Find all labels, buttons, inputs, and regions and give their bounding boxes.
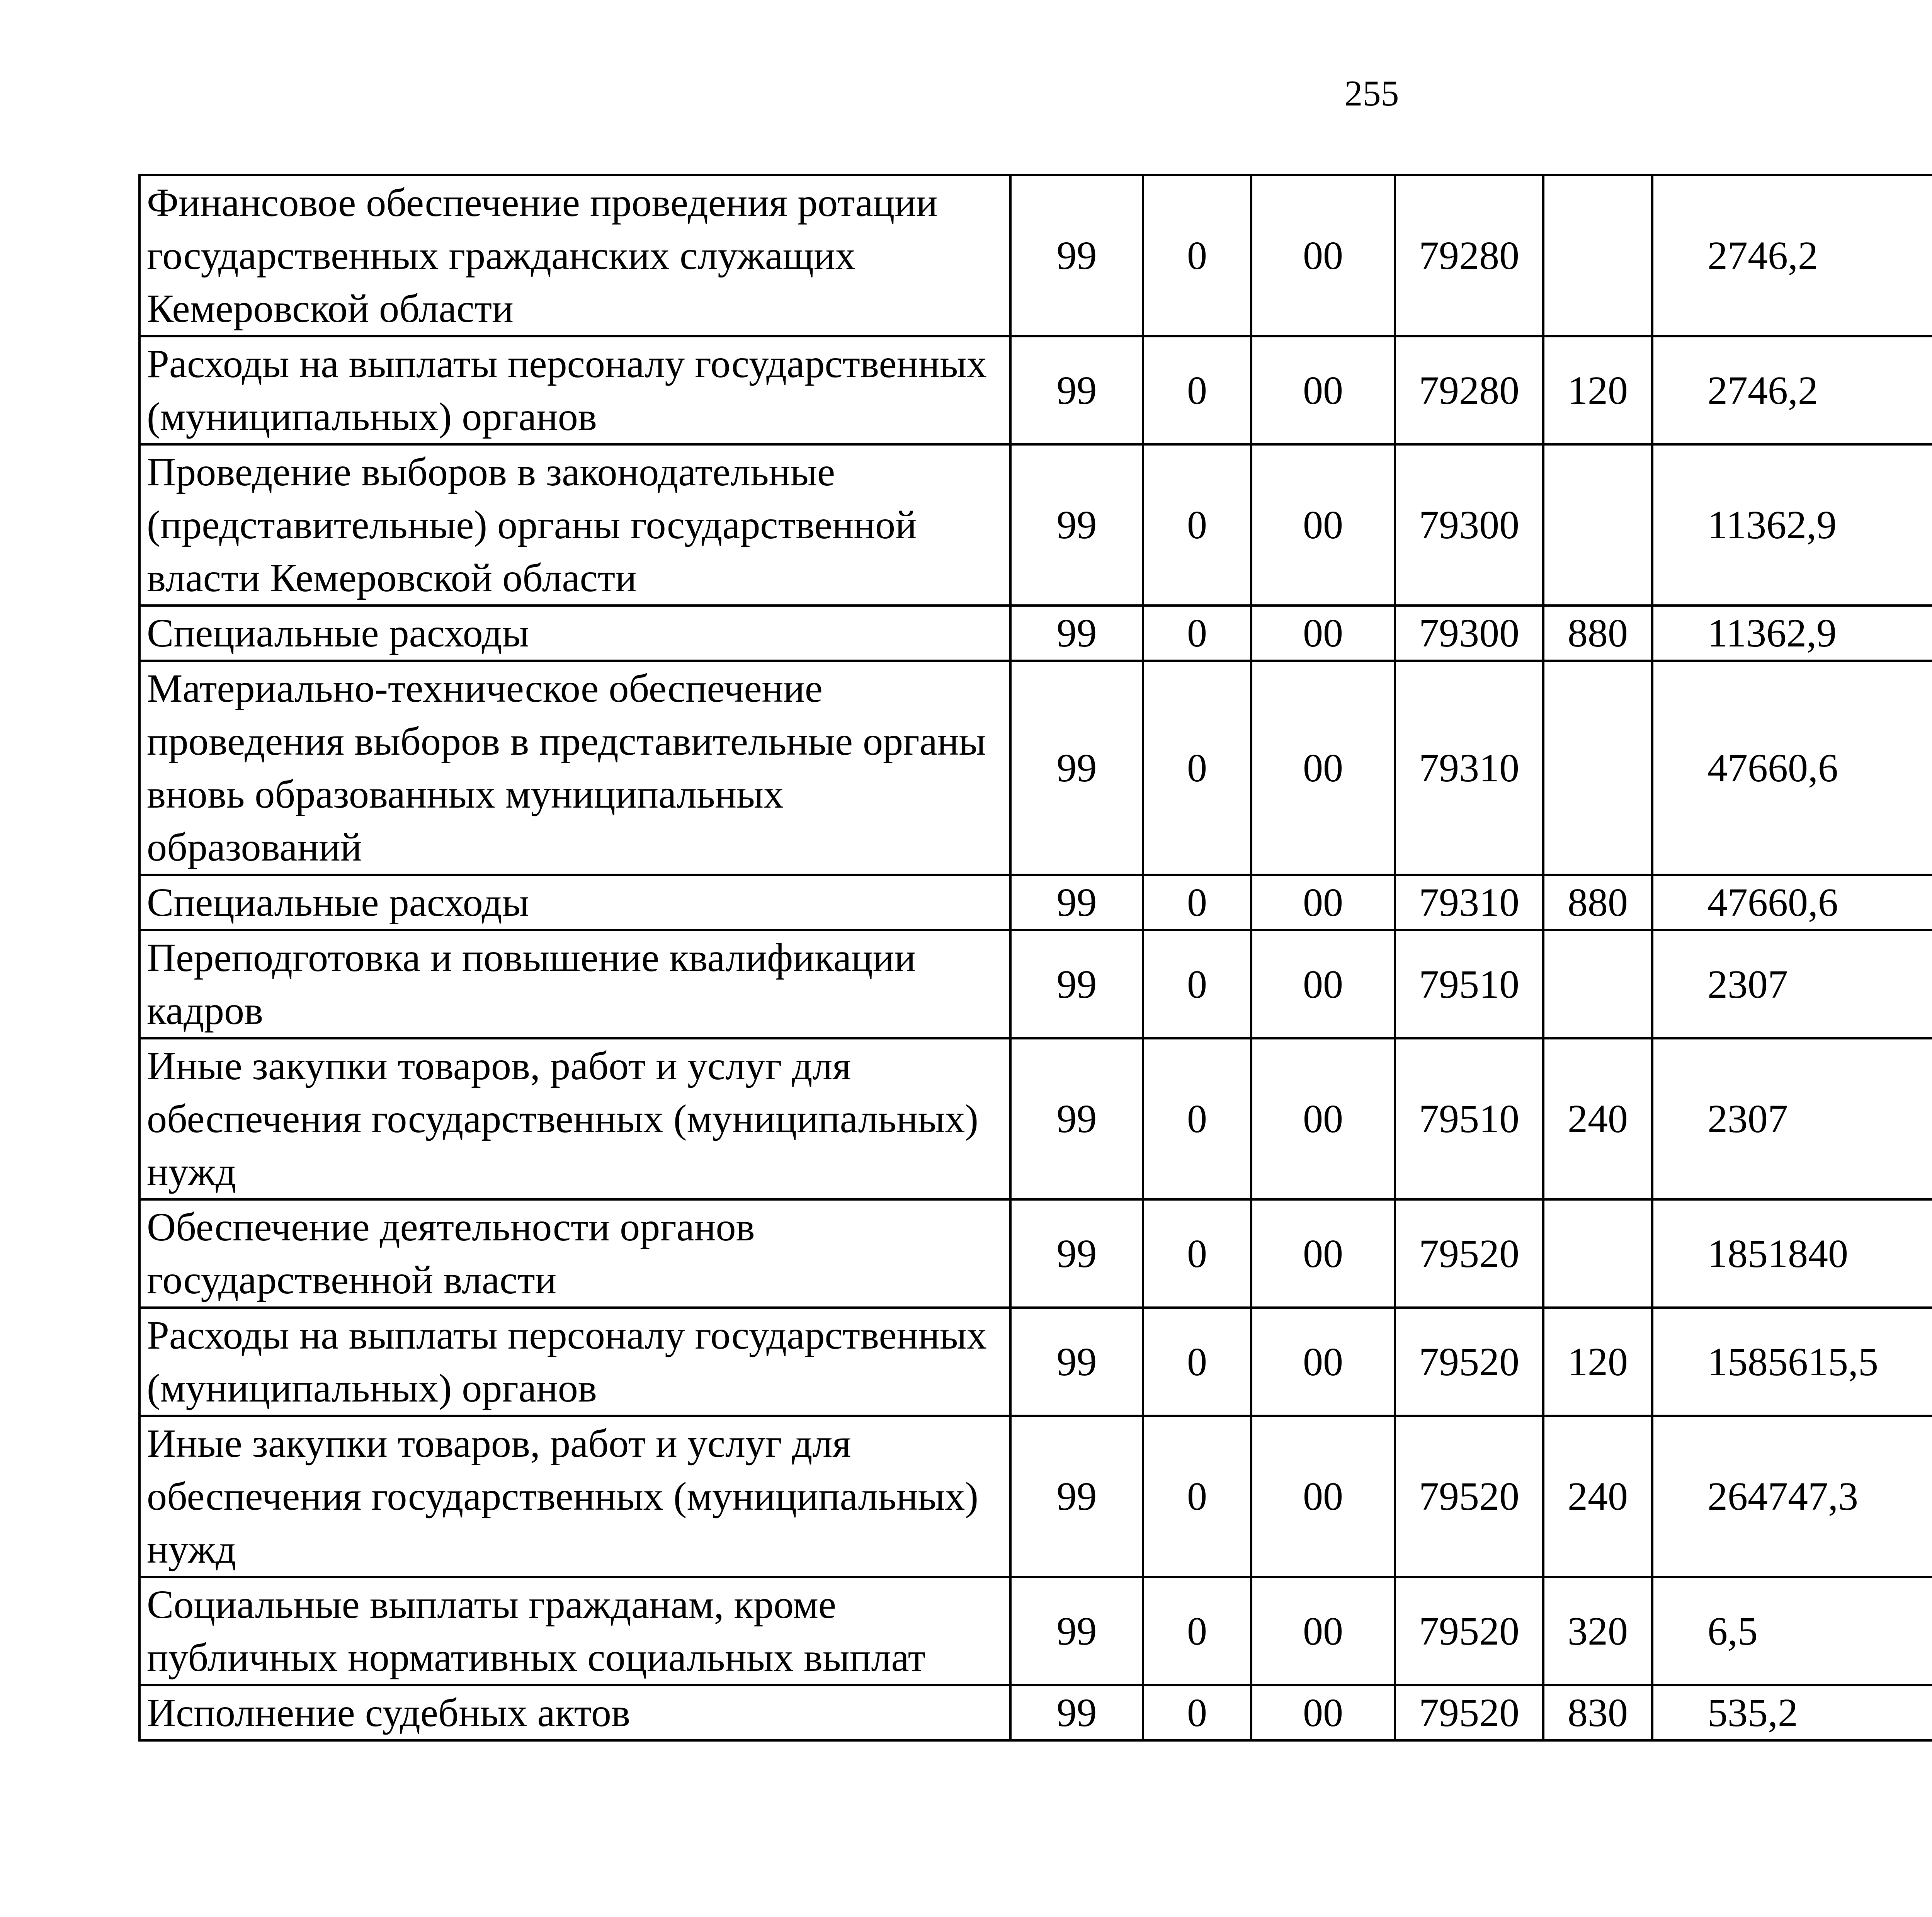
amount-year-1-cell: 1585615,5	[1652, 1308, 1932, 1416]
expense-type-cell	[1543, 930, 1652, 1038]
program-code-cell: 00	[1251, 175, 1395, 336]
expense-name-cell: Иные закупки товаров, работ и услуг для обеспечения государственных (муниципальных) нужд	[139, 1416, 1010, 1577]
subsection-code-cell: 0	[1143, 1577, 1251, 1685]
table-row	[139, 444, 1932, 606]
expense-type-cell	[1543, 661, 1652, 875]
program-code-cell: 00	[1251, 875, 1395, 930]
amount-year-1-cell: 2746,2	[1652, 175, 1932, 336]
amount-year-1-cell: 47660,6	[1652, 661, 1932, 875]
section-code-cell: 99	[1010, 1577, 1143, 1685]
expense-type-cell: 320	[1543, 1577, 1652, 1685]
program-code-cell: 00	[1251, 1199, 1395, 1308]
program-code-cell: 00	[1251, 444, 1395, 606]
table-row	[139, 1685, 1932, 1740]
expense-type-cell	[1543, 1199, 1652, 1308]
section-code-cell: 99	[1010, 606, 1143, 661]
subsection-code-cell: 0	[1143, 930, 1251, 1038]
table-row	[139, 336, 1932, 444]
section-code-cell: 99	[1010, 930, 1143, 1038]
expense-type-cell: 120	[1543, 336, 1652, 444]
amount-year-1-cell: 6,5	[1652, 1577, 1932, 1685]
direction-code-cell: 79520	[1395, 1577, 1543, 1685]
section-code-cell: 99	[1010, 336, 1143, 444]
direction-code-cell: 79520	[1395, 1199, 1543, 1308]
expense-name-cell: Расходы на выплаты персоналу государственных (муниципальных) органов	[139, 336, 1010, 444]
direction-code-cell: 79520	[1395, 1308, 1543, 1416]
direction-code-cell: 79510	[1395, 930, 1543, 1038]
section-code-cell: 99	[1010, 175, 1143, 336]
section-code-cell: 99	[1010, 1308, 1143, 1416]
subsection-code-cell: 0	[1143, 1199, 1251, 1308]
page-number: 255	[1344, 73, 1399, 114]
section-code-cell: 99	[1010, 1685, 1143, 1740]
expense-name-cell: Финансовое обеспечение проведения ротации государственных гражданских служащих Кемеровской области	[139, 175, 1010, 336]
program-code-cell: 00	[1251, 1685, 1395, 1740]
table-row	[139, 1577, 1932, 1685]
direction-code-cell: 79310	[1395, 661, 1543, 875]
program-code-cell: 00	[1251, 1038, 1395, 1199]
amount-year-1-cell: 535,2	[1652, 1685, 1932, 1740]
expense-name-cell: Специальные расходы	[139, 875, 1010, 930]
amount-year-1-cell: 47660,6	[1652, 875, 1932, 930]
direction-code-cell: 79510	[1395, 1038, 1543, 1199]
subsection-code-cell: 0	[1143, 1038, 1251, 1199]
expense-name-cell: Материально-техническое обеспечение проведения выборов в представительные органы вновь образованных муниципальных образований	[139, 661, 1010, 875]
expense-name-cell: Исполнение судебных актов	[139, 1685, 1010, 1740]
section-code-cell: 99	[1010, 444, 1143, 606]
subsection-code-cell: 0	[1143, 336, 1251, 444]
section-code-cell: 99	[1010, 1038, 1143, 1199]
direction-code-cell: 79300	[1395, 444, 1543, 606]
expense-type-cell: 120	[1543, 1308, 1652, 1416]
amount-year-1-cell: 1851840	[1652, 1199, 1932, 1308]
program-code-cell: 00	[1251, 661, 1395, 875]
expense-type-cell: 880	[1543, 606, 1652, 661]
table-row	[139, 606, 1932, 661]
expense-name-cell: Специальные расходы	[139, 606, 1010, 661]
direction-code-cell: 79520	[1395, 1416, 1543, 1577]
table-row	[139, 175, 1932, 336]
direction-code-cell: 79280	[1395, 175, 1543, 336]
program-code-cell: 00	[1251, 930, 1395, 1038]
amount-year-1-cell: 11362,9	[1652, 444, 1932, 606]
program-code-cell: 00	[1251, 1577, 1395, 1685]
subsection-code-cell: 0	[1143, 661, 1251, 875]
direction-code-cell: 79280	[1395, 336, 1543, 444]
subsection-code-cell: 0	[1143, 1308, 1251, 1416]
expense-type-cell: 240	[1543, 1416, 1652, 1577]
amount-year-1-cell: 264747,3	[1652, 1416, 1932, 1577]
expense-name-cell: Переподготовка и повышение квалификации кадров	[139, 930, 1010, 1038]
table-row	[139, 875, 1932, 930]
expense-name-cell: Расходы на выплаты персоналу государственных (муниципальных) органов	[139, 1308, 1010, 1416]
expense-type-cell	[1543, 175, 1652, 336]
subsection-code-cell: 0	[1143, 1416, 1251, 1577]
section-code-cell: 99	[1010, 1199, 1143, 1308]
program-code-cell: 00	[1251, 336, 1395, 444]
expense-type-cell	[1543, 444, 1652, 606]
expense-name-cell: Социальные выплаты гражданам, кроме публичных нормативных социальных выплат	[139, 1577, 1010, 1685]
section-code-cell: 99	[1010, 661, 1143, 875]
table-row	[139, 661, 1932, 875]
table-row	[139, 930, 1932, 1038]
amount-year-1-cell: 2307	[1652, 930, 1932, 1038]
program-code-cell: 00	[1251, 1416, 1395, 1577]
table-row	[139, 1199, 1932, 1308]
subsection-code-cell: 0	[1143, 606, 1251, 661]
expense-type-cell: 880	[1543, 875, 1652, 930]
section-code-cell: 99	[1010, 1416, 1143, 1577]
expense-type-cell: 830	[1543, 1685, 1652, 1740]
section-code-cell: 99	[1010, 875, 1143, 930]
program-code-cell: 00	[1251, 1308, 1395, 1416]
direction-code-cell: 79520	[1395, 1685, 1543, 1740]
table-row	[139, 1416, 1932, 1577]
subsection-code-cell: 0	[1143, 175, 1251, 336]
direction-code-cell: 79310	[1395, 875, 1543, 930]
subsection-code-cell: 0	[1143, 875, 1251, 930]
expense-name-cell: Обеспечение деятельности органов государственной власти	[139, 1199, 1010, 1308]
program-code-cell: 00	[1251, 606, 1395, 661]
expense-type-cell: 240	[1543, 1038, 1652, 1199]
table-row	[139, 1308, 1932, 1416]
subsection-code-cell: 0	[1143, 1685, 1251, 1740]
subsection-code-cell: 0	[1143, 444, 1251, 606]
expense-name-cell: Иные закупки товаров, работ и услуг для обеспечения государственных (муниципальных) нужд	[139, 1038, 1010, 1199]
amount-year-1-cell: 2746,2	[1652, 336, 1932, 444]
amount-year-1-cell: 11362,9	[1652, 606, 1932, 661]
table-row	[139, 1038, 1932, 1199]
budget-table	[138, 174, 1932, 1742]
expense-name-cell: Проведение выборов в законодательные (представительные) органы государственной власти Кемеровской области	[139, 444, 1010, 606]
direction-code-cell: 79300	[1395, 606, 1543, 661]
amount-year-1-cell: 2307	[1652, 1038, 1932, 1199]
